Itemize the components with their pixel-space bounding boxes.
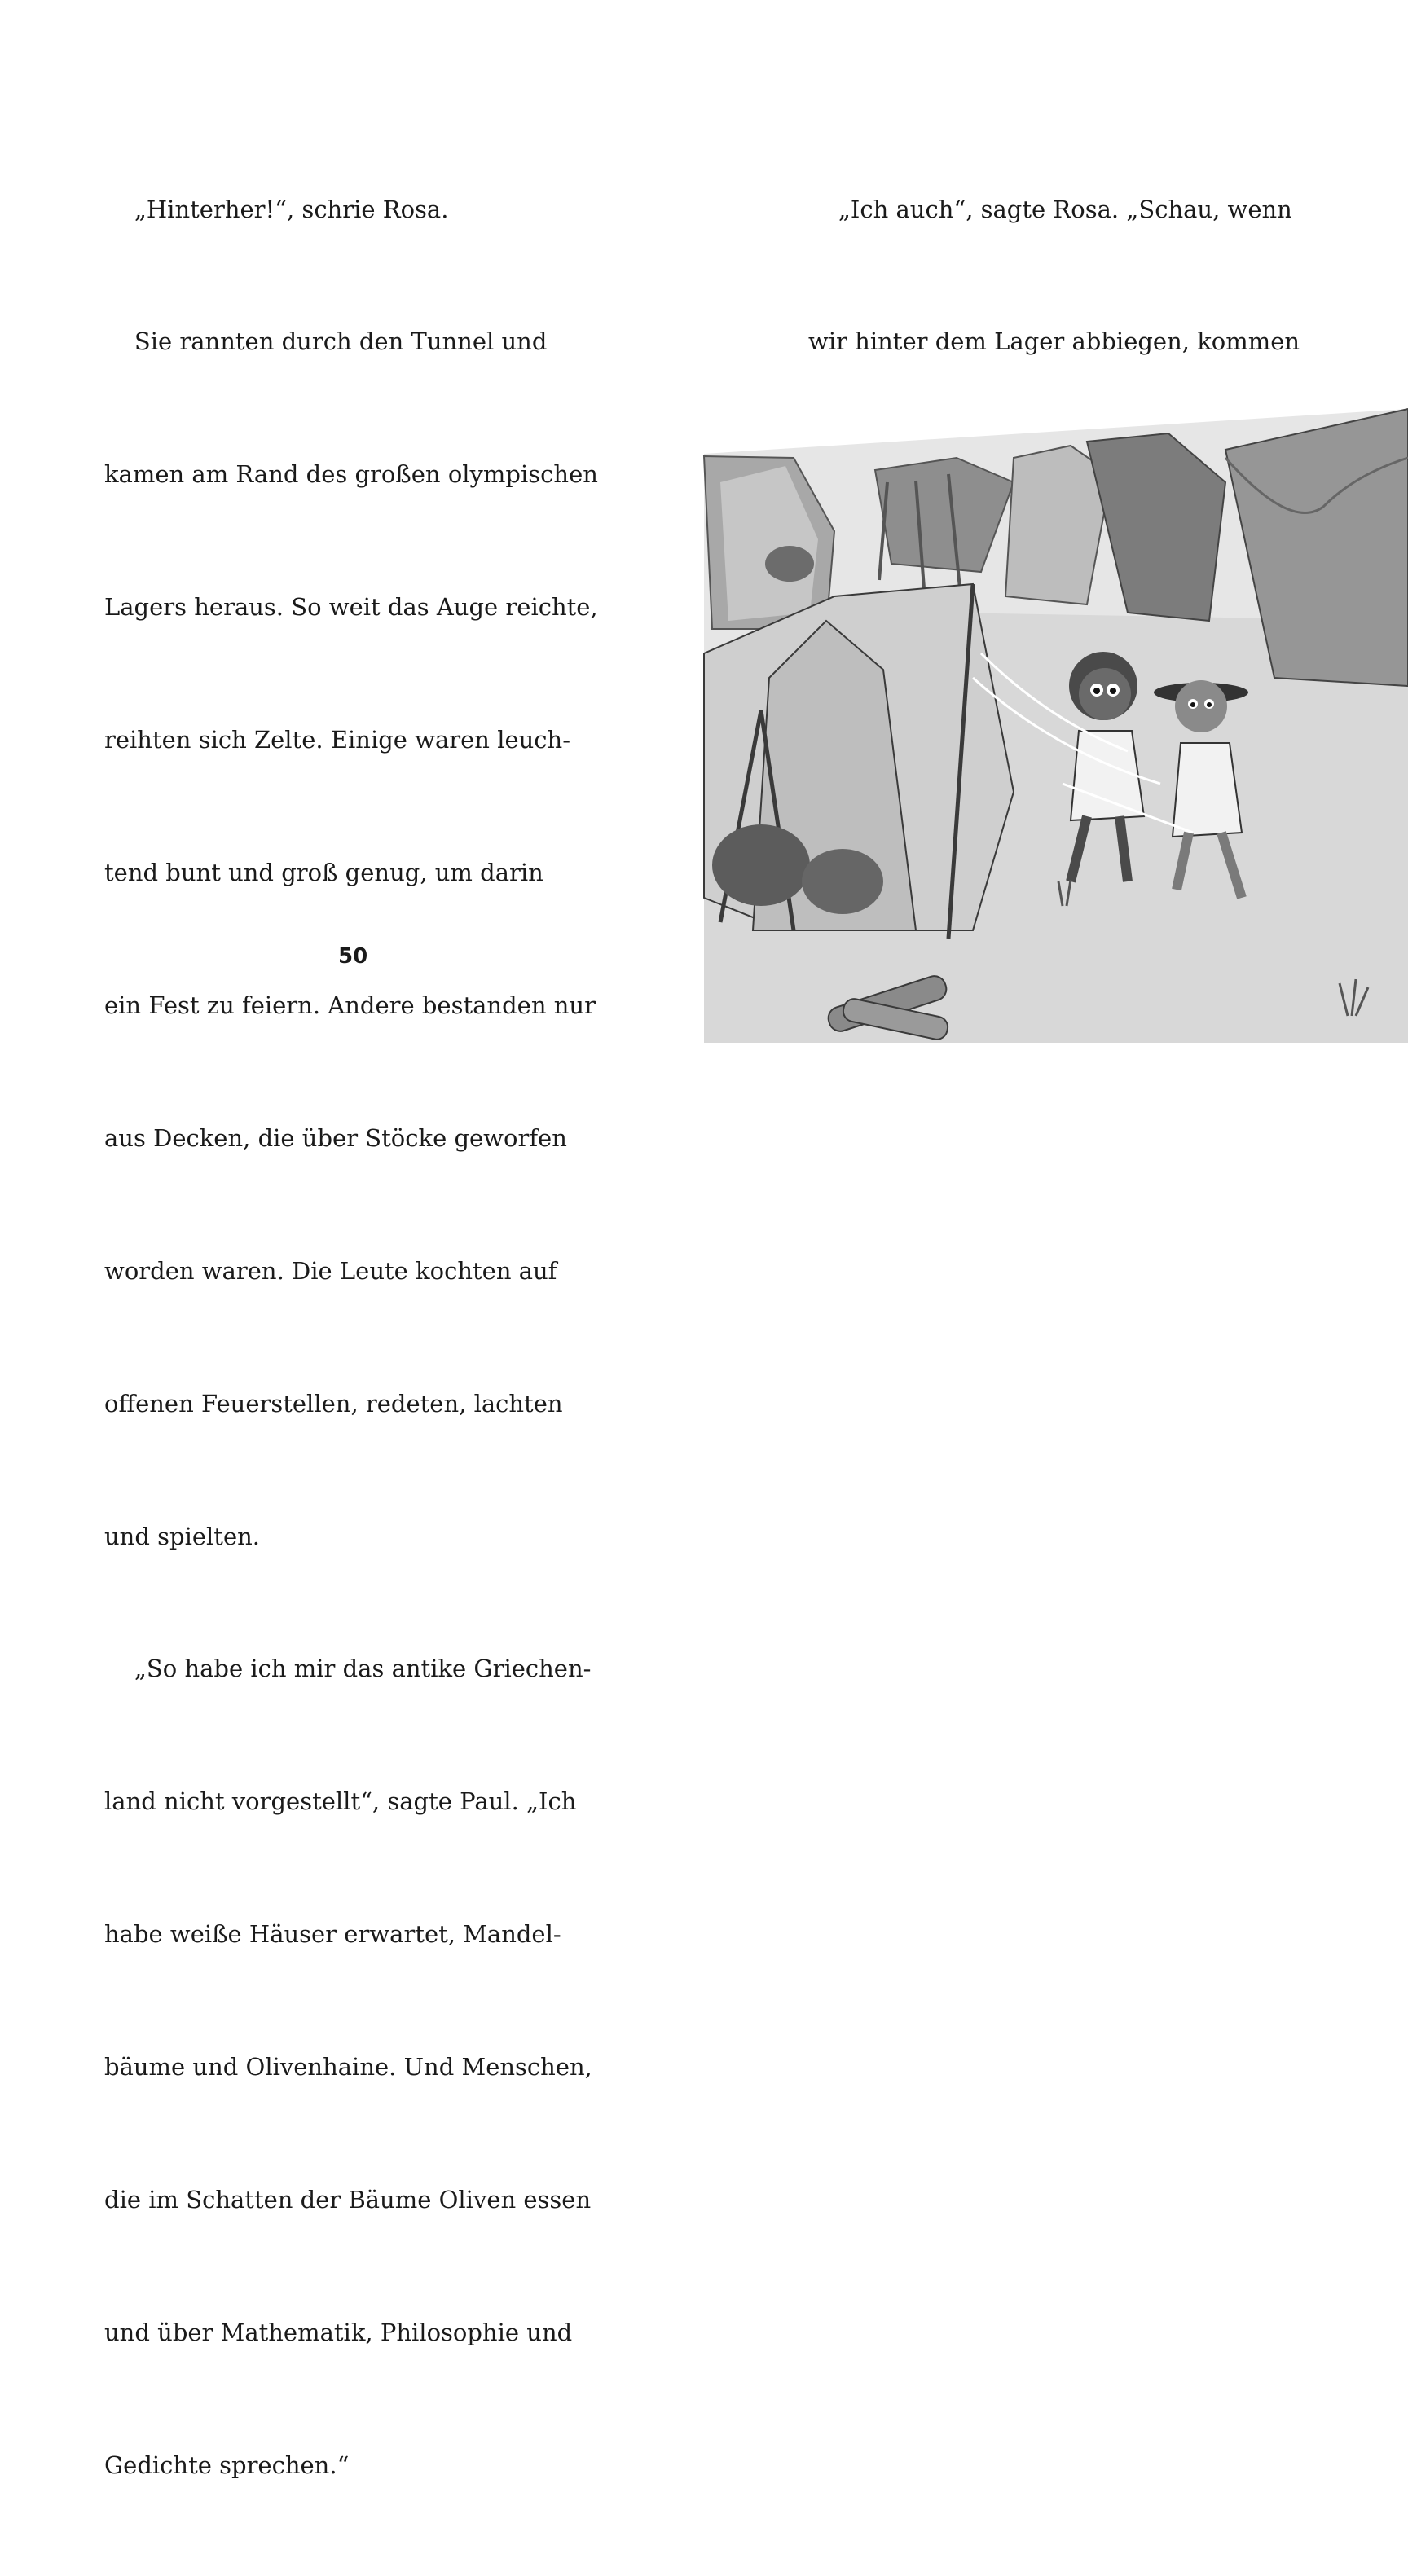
text-line: Gedichte sprechen.“	[104, 2451, 350, 2479]
text-line: „Hinterher!“, schrie Rosa.	[104, 195, 449, 223]
text-line: „Ich auch“, sagte Rosa. „Schau, wenn	[808, 195, 1292, 223]
text-line: die im Schatten der Bäume Oliven essen	[104, 2185, 592, 2213]
text-line: wir hinter dem Lager abbiegen, kommen	[808, 327, 1300, 356]
text-line: land nicht vorgestellt“, sagte Paul. „Ich	[104, 1787, 577, 1816]
text-line: ein Fest zu feiern. Andere bestanden nur	[104, 991, 596, 1019]
text-line: Lagers heraus. So weit das Auge reichte,	[104, 593, 598, 622]
text-line: und spielten.	[104, 1522, 261, 1550]
text-line: bäume und Olivenhaine. Und Menschen,	[104, 2053, 592, 2081]
text-line: „So habe ich mir das antike Griechen-	[104, 1655, 592, 1683]
text-line: tend bunt und groß genug, um darin	[104, 859, 543, 887]
bush	[765, 546, 814, 582]
text-line: reihten sich Zelte. Einige waren leuch-	[104, 726, 571, 754]
page-number: 50	[338, 944, 368, 969]
left-page	[0, 0, 704, 2479]
text-line: aus Decken, die über Stöcke geworfen	[104, 1123, 567, 1152]
text-line: kamen am Rand des großen olympischen	[104, 460, 598, 489]
text-line: und über Mathematik, Philosophie und	[104, 2318, 573, 2346]
text-line: Sie rannten durch den Tunnel und	[104, 327, 548, 356]
front-tent	[704, 584, 1014, 939]
text-line: habe weiße Häuser erwartet, Mandel-	[104, 1920, 561, 1949]
text-line: worden waren. Die Leute kochten auf	[104, 1256, 557, 1285]
text-line: offenen Feuerstellen, redeten, lachten	[104, 1389, 563, 1418]
left-page-text	[104, 99, 598, 2576]
tent-camp-illustration	[704, 409, 1408, 1043]
